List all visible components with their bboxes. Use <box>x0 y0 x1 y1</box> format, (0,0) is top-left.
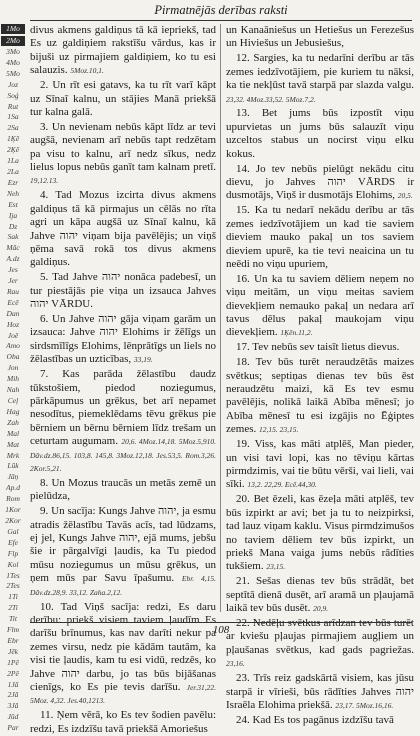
verse-paragraph <box>30 477 216 504</box>
verse-paragraph <box>226 204 414 271</box>
cross-reference: 19,12.13. <box>30 176 59 186</box>
sidebar-book-item[interactable]: 2La <box>7 166 19 176</box>
sidebar-book-item[interactable]: Amo <box>6 341 20 351</box>
verse-paragraph <box>30 189 216 269</box>
verse-text: 4. Tad Mozus izcirta divus akmens galdiņus tā kā pirmajus un cēlās no rīta agri un kāpa augšā uz Sīnaī kalnu, kā Jahve יהוה viņam bija pavēlējis; un viņš ņēma savā rokā tos divus akmens galdiņus. <box>30 189 217 269</box>
verse-text: 2. Un rīt esi gatavs, ka tu rīt varī kāpt uz Sīnaī kalnu, un stājies Manā priekšā tur kalna galā. <box>30 79 216 118</box>
cross-reference: 33,19. <box>133 355 153 365</box>
sidebar-book-item[interactable]: Sak <box>7 232 19 242</box>
sidebar-book-item[interactable]: Tit <box>9 614 17 624</box>
verse-text: divus akmens galdiņus tā kā iepriekš, tad Es uz galdiņiem rakstīšu vārdus, kas ir bijuši uz pirmajiem galdiņiem, ko tu esi salauzis. <box>30 24 216 77</box>
sidebar-book-item[interactable]: Dz <box>8 221 18 231</box>
sidebar-book-item[interactable]: 2Sa <box>7 123 19 133</box>
book-index-sidebar <box>0 22 26 733</box>
sidebar-book-item[interactable]: Mat <box>6 439 20 449</box>
cross-reference: 12,15. 23,15. <box>258 425 299 435</box>
column-divider <box>220 24 221 612</box>
sidebar-book-item[interactable]: Ija <box>8 210 18 220</box>
sidebar-book-item[interactable]: Efe <box>8 537 18 547</box>
sidebar-book-item[interactable]: A.dz <box>6 254 20 264</box>
cross-reference: 23,17. 5Moz.16,16. <box>335 700 394 710</box>
sidebar-book-item[interactable]: 4Mo <box>6 57 20 67</box>
sidebar-book-item[interactable]: Dan <box>6 308 20 318</box>
verse-paragraph <box>226 107 414 161</box>
cross-reference: 20,6. 4Moz.14,18. 5Moz.5,910. Dāv.dz.86,15. 103,8. 145,8. 3Moz.12,18. Jes.53,5. Rom.3,26. 2Kor.5,21. <box>30 437 216 473</box>
verse-paragraph <box>30 121 216 188</box>
sidebar-book-item[interactable]: Joē <box>7 330 19 340</box>
sidebar-book-item[interactable]: Ebr <box>7 635 19 645</box>
sidebar-tab-1mo[interactable]: 1Mo <box>1 24 25 34</box>
sidebar-book-item[interactable]: 2Pē <box>7 668 19 678</box>
sidebar-book-item[interactable]: 2Ti <box>8 603 18 613</box>
cross-reference: 23,32. 4Moz.33,52. 5Moz.7,2. <box>226 94 316 104</box>
verse-text: 16. Un ka tu saviem dēliem neņem no viņu meitām, un viņu meitas saviem dievekļiem nemauko pakaļ un nedara arī tavus dēlus pakaļ maukojam viņu dievekļiem. <box>226 272 414 339</box>
verse-paragraph <box>226 714 414 727</box>
sidebar-book-item[interactable]: Jāņ <box>7 472 19 482</box>
sidebar-book-item[interactable]: 1Jā <box>7 679 19 689</box>
sidebar-book-item[interactable]: 3Jā <box>7 701 19 711</box>
cross-reference: 1Ķēn.11,2. <box>280 328 313 338</box>
sidebar-book-item[interactable]: 2Tes <box>6 581 20 591</box>
sidebar-book-item[interactable]: Kol <box>7 559 19 569</box>
verse-paragraph <box>226 493 414 573</box>
sidebar-book-item[interactable]: Jūd <box>7 712 19 722</box>
verse-paragraph <box>226 163 414 203</box>
verse-text: 17. Tev nebūs sev taisīt lietus dievus. <box>236 341 400 354</box>
sidebar-book-item[interactable]: Ap.d <box>6 483 20 493</box>
sidebar-book-item[interactable]: Mrk <box>6 450 20 460</box>
verse-text: 9. Un sacīja: Kungs Jahve יהוה, ja esmu atradis žēlastību Tavās acīs, tad lūdzams, ej jel, Kungs Jahve יהוה, ejā mums, jebšu šie ir pārgalvīgi ļaudis, ka Tu piedod mūsu noziegumus un mūsu grēkus, un ņem mūs par Savu īpašumu. <box>30 505 217 585</box>
sidebar-tab-2mo[interactable]: 2Mo <box>1 36 25 46</box>
verse-text: 23. Trīs reiz gadskārtā visiem, kas jūsu starpā ir vīrieši, būs rādīties Jahves יהוה Israēla Elohima priekšā. <box>226 672 414 711</box>
verse-text: 5. Tad Jahve יהוה nonāca padebesī, un tur piestājās pie viņa un izsauca Jahves יהוה VĀRDU. <box>30 271 216 311</box>
sidebar-book-item[interactable]: 1Tes <box>6 570 20 580</box>
sidebar-book-item[interactable]: Joz <box>8 79 18 89</box>
cross-reference: 5Moz.10,1. <box>70 66 104 76</box>
sidebar-book-item[interactable]: Nah <box>6 385 20 395</box>
page-number: 108 <box>212 624 230 636</box>
cross-reference: 23,16. <box>226 659 245 669</box>
verse-text: 8. Un Mozus traucās un metās zemē un pielūdza, <box>30 476 216 503</box>
verse-paragraph <box>30 24 216 78</box>
cross-reference: 13,2. 22,29. Ecē.44,30. <box>247 480 317 490</box>
verse-paragraph <box>30 368 216 475</box>
sidebar-book-item[interactable]: Jon <box>7 363 19 373</box>
sidebar-book-item[interactable]: Jer <box>8 276 18 286</box>
sidebar-book-item[interactable]: Par <box>7 723 19 733</box>
page-footer <box>30 622 412 637</box>
sidebar-book-item[interactable]: 1Ti <box>8 592 18 602</box>
verse-paragraph <box>226 273 414 340</box>
verse-text: un Kanaāniešus un Hetiešus un Ferezešus un Hiviešus un Jebusiešus, <box>226 24 414 50</box>
header-title: Pirmatnējās derības raksti <box>154 3 288 17</box>
sidebar-book-item[interactable]: 1Ķē <box>6 134 20 144</box>
sidebar-book-item[interactable]: Flm <box>6 625 20 635</box>
verse-text: 11. Ņem vērā, ko Es tev šodien pavēlu: redzi, Es izdzīšu tavā priekšā Amoriešus <box>30 709 216 735</box>
sidebar-book-item[interactable]: Hag <box>6 406 20 416</box>
verse-paragraph <box>30 79 216 119</box>
sidebar-book-item[interactable]: Mih <box>6 374 20 384</box>
verse-paragraph <box>226 341 414 354</box>
verse-paragraph <box>226 356 414 436</box>
sidebar-book-item[interactable]: 1Kor <box>5 505 21 515</box>
sidebar-book-item[interactable]: 2Jā <box>7 690 19 700</box>
cross-reference: Ebr. 4,15. Dāv.dz.28,9. 33,12. Zaha.2,12. <box>30 574 216 597</box>
sidebar-book-item[interactable]: Gal <box>7 526 19 536</box>
sidebar-book-item[interactable]: Ceļ <box>7 396 19 405</box>
sidebar-book-item[interactable]: Jes <box>8 265 18 275</box>
verse-paragraph <box>226 52 414 106</box>
sidebar-book-item[interactable]: 5Mo <box>6 68 20 78</box>
sidebar-book-item[interactable]: Hoz <box>6 319 20 329</box>
verse-text: 15. Ka tu nedarī nekādu derību ar tās zemes iedzīvotājiem un kad tie saviem dieviem mauko pakaļ un tos saviem dieviem upurē, ka tie tevi neaicina un tu neēdi no viņu upuriem, <box>226 204 414 270</box>
verse-text: 19. Viss, kas māti atplēš, Man pieder, un visi tavi lopi, kas no tēviņu kārtas pirmdzimis, vai tie būtu vērši, vai lieli, vai sīki. <box>226 438 414 491</box>
verse-paragraph <box>226 575 414 615</box>
verse-text: 12. Sargies, ka tu nedarīni derību ar tās zemes iedzīvotājiem, pie kuriem tu nāksi, ka tie nekļūst tavā starpā par slazda valgu. <box>226 52 414 92</box>
verse-paragraph <box>226 24 414 51</box>
sidebar-book-item[interactable]: Ecē <box>7 297 19 307</box>
verse-text: 6. Un Jahve יהוה gāja viņam garām un izsauca: Jahve יהוה Elohims ir žēlīgs un sirdsmīlīgs Elohims, lēnprātīgs un liels no žēlastības un uzticības, <box>30 313 217 366</box>
verse-text: 7. Kas parāda žēlastību daudz tūkstošiem, piedod noziegumus, pārkāpumus un grēkus, bet arī nepamet nesodītus, piemeklēdams tēvu grēkus pie bērniem un bērnu bērniem līdz trešam un ceturtam augumam. <box>30 368 216 448</box>
sidebar-book-item[interactable]: Jēk <box>8 646 18 656</box>
sidebar-book-item[interactable]: 1La <box>7 156 19 166</box>
sidebar-book-item[interactable]: Flp <box>7 548 19 558</box>
page-header <box>30 2 412 21</box>
verse-text: 20. Bet ēzeli, kas ēzeļa māti atplēš, tev būs izpirkt ar avi; bet ja tu to neizpirksi, tad lauz viņam kaklu. Visus pirmdzimušos no taviem dēliem tev būs izpirkt, un priekš Mana vaiga jums nebūs rādīties tukšiem. <box>226 493 414 573</box>
sidebar-book-item[interactable]: 3Mo <box>6 47 20 56</box>
verse-paragraph <box>226 438 414 492</box>
sidebar-book-item[interactable]: Rau <box>6 286 20 296</box>
cross-reference: 20,5. <box>397 191 413 201</box>
verse-text: 10. Tad Viņš sacīja: redzi, Es daru derību: priekš visiem taviem ļaudīm Es darīšu brīnumus, kas nav darīti nekur pa zemes virsu, nedz pie kādām tautām, ka visi tie ļaudis, kam tu esi vidū, redzēs, ko Jahve יהוה darbu, jo tas būs bijāšanas cienīgs, ko Es pie tevis darīšu. <box>30 600 216 693</box>
sidebar-book-item[interactable]: 1Pē <box>7 657 19 667</box>
verse-text: 24. Kad Es tos pagānus izdzīšu tavā <box>236 713 394 726</box>
sidebar-book-item[interactable]: 2Ķē <box>6 145 20 155</box>
verse-paragraph <box>30 601 216 708</box>
verse-text: 18. Tev būs turēt neraudzētās maizes svētkus; septiņas dienas tev būs ēst neraudzētu maizi, kā Es tev esmu pavēlējis, nolikā laikā Abība mēnesī; jo Abība mēnesī tu esi izgājis no Ēģiptes zemes. <box>226 356 414 436</box>
verse-paragraph <box>30 313 216 367</box>
verse-paragraph <box>30 709 216 736</box>
verse-paragraph <box>226 672 414 712</box>
verse-paragraph <box>30 505 216 599</box>
sidebar-book-item[interactable]: Māc <box>6 243 20 253</box>
left-column <box>30 24 217 735</box>
verse-paragraph <box>30 271 216 311</box>
sidebar-book-item[interactable]: Rom <box>6 494 20 504</box>
verse-text: 13. Bet jums būs izpostīt viņu upurvietas un jums būs salauzīt viņu uzceltos stabus un nocirst viņu elku kokus. <box>226 107 414 160</box>
cross-reference: Jer.31,22. 5Moz. 4,32. Jes.40,1213. <box>30 683 217 706</box>
sidebar-book-item[interactable]: Zah <box>7 417 19 427</box>
cross-reference: 23,15. <box>266 562 286 572</box>
sidebar-book-item[interactable]: 2Kor <box>5 515 21 525</box>
verse-text: 3. Un nevienam nebūs kāpt līdz ar tevi augšā, nevienam arī nebūs tapt redzētam pa visu to kalnu, arī nedz sīkus, nedz lielus lopus nebūs ganīt tam kalnam pretī. <box>30 120 216 174</box>
sidebar-book-item[interactable]: Mal <box>6 428 20 438</box>
sidebar-book-item[interactable]: Est <box>8 199 18 209</box>
sidebar-book-item[interactable]: Soģ <box>7 90 19 100</box>
sidebar-book-item[interactable]: Lūk <box>7 461 19 471</box>
verse-text: 21. Sešas dienas tev būs strādāt, bet septītā dienā dusēt, arī aramā un pļaujamā laikā tev būs dusēt. <box>226 575 414 615</box>
sidebar-book-item[interactable]: 1Sa <box>7 112 19 122</box>
verse-text: 22. Nedēļu svētkus arīdzan tev būs turēt ar kviešu pļaujas pirmajiem augļiem un pļaušanas svētkus, kad gads pagriežas. <box>226 616 414 656</box>
sidebar-book-item[interactable]: Oba <box>6 352 20 362</box>
right-column <box>226 24 414 726</box>
verse-text: 14. Jo tev nebūs pielūgt nekādu citu dievu, jo Jahves יהוה VĀRDS ir dusmotājs, Viņš ir dusmotājs Elohims, <box>226 162 414 202</box>
sidebar-book-item[interactable]: Ezr <box>7 177 19 187</box>
sidebar-book-item[interactable]: Neh <box>6 188 20 198</box>
cross-reference: 20,9. <box>313 604 329 614</box>
sidebar-book-item[interactable]: Rut <box>7 101 19 111</box>
